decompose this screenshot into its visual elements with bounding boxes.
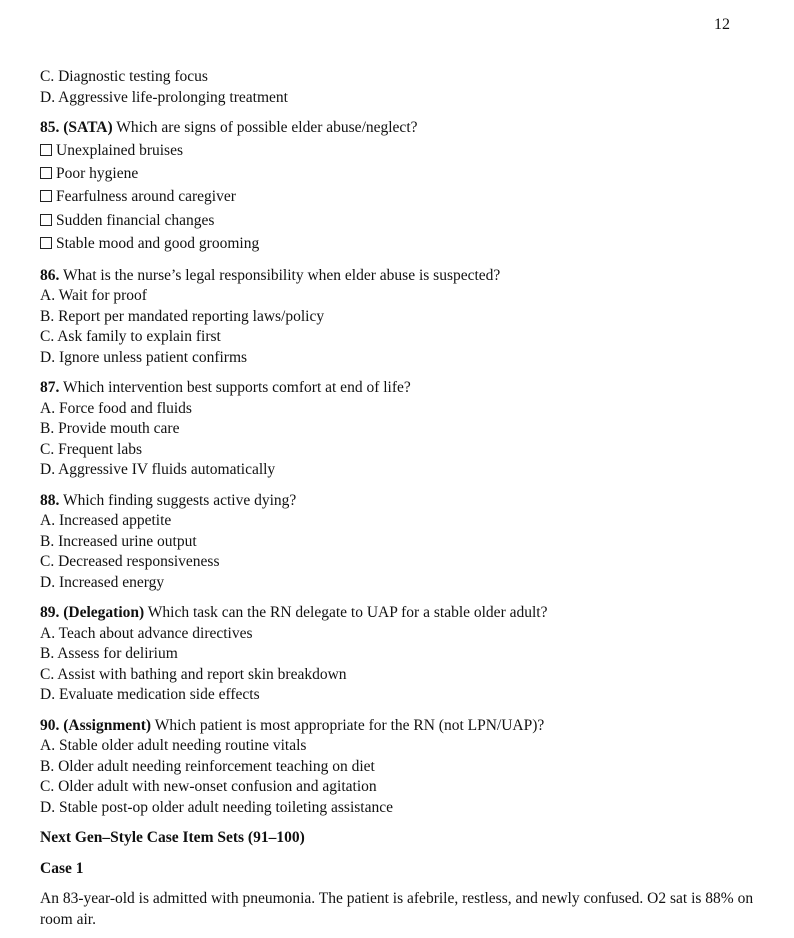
checkbox-option[interactable]: Fearfulness around caregiver — [40, 185, 760, 208]
question-text: Which patient is most appropriate for the RN (not LPN/UAP)? — [151, 716, 545, 734]
question-number: 87. — [40, 379, 60, 397]
option: B. Provide mouth care — [40, 420, 180, 438]
option: D. Evaluate medication side effects — [40, 686, 260, 704]
question-number: 85. — [40, 119, 60, 136]
checkbox-option[interactable]: Unexplained bruises — [40, 139, 760, 162]
question-tag: (Assignment) — [63, 716, 152, 734]
question-90 — [40, 716, 760, 819]
question-stem — [40, 266, 760, 287]
question-89 — [40, 603, 760, 706]
option: A. Increased appetite — [40, 512, 172, 530]
checkbox-option[interactable]: Poor hygiene — [40, 162, 760, 185]
option: B. Increased urine output — [40, 532, 197, 550]
checkbox-icon[interactable] — [40, 237, 52, 249]
checkbox-icon[interactable] — [40, 190, 52, 202]
question-86 — [40, 266, 760, 369]
option: D. Increased energy — [40, 573, 165, 591]
option: A. Wait for proof — [40, 287, 147, 305]
question-tag: (SATA) — [63, 119, 113, 136]
question-88 — [40, 491, 760, 594]
option: A. Teach about advance directives — [40, 624, 253, 642]
checkbox-option[interactable]: Sudden financial changes — [40, 209, 760, 232]
question-number: 89. — [40, 604, 60, 622]
prev-question-options — [40, 67, 760, 108]
checkbox-icon[interactable] — [40, 167, 52, 179]
question-number: 86. — [40, 266, 60, 284]
question-number: 90. — [40, 716, 60, 734]
option: D. Aggressive life-prolonging treatment — [40, 88, 288, 106]
question-text: Which are signs of possible elder abuse/neglect? — [112, 119, 418, 136]
question-text: Which task can the RN delegate to UAP for a stable older adult? — [144, 604, 548, 622]
question-tag: (Delegation) — [63, 604, 145, 622]
question-text: What is the nurse’s legal responsibility when elder abuse is suspected? — [59, 266, 501, 284]
question-stem — [40, 603, 760, 624]
option: C. Assist with bathing and report skin breakdown — [40, 665, 347, 683]
option: B. Older adult needing reinforcement teaching on diet — [40, 757, 375, 775]
option: D. Aggressive IV fluids automatically — [40, 461, 276, 479]
question-text: Which intervention best supports comfort at end of life? — [59, 379, 411, 397]
option: C. Diagnostic testing focus — [40, 68, 208, 85]
question-stem — [40, 716, 760, 737]
document-body — [40, 67, 760, 930]
checkbox-icon[interactable] — [40, 144, 52, 156]
option: D. Stable post-op older adult needing toileting assistance — [40, 798, 393, 816]
option: B. Assess for delirium — [40, 645, 178, 663]
question-text: Which finding suggests active dying? — [59, 491, 297, 509]
question-stem — [40, 491, 760, 512]
option: A. Stable older adult needing routine vitals — [40, 737, 307, 755]
option: C. Frequent labs — [40, 440, 143, 458]
option: C. Decreased responsiveness — [40, 553, 220, 571]
question-85 — [40, 118, 760, 256]
option: D. Ignore unless patient confirms — [40, 348, 248, 366]
question-87 — [40, 378, 760, 481]
checkbox-icon[interactable] — [40, 214, 52, 226]
question-stem — [40, 378, 760, 399]
case-text: An 83-year-old is admitted with pneumonia. The patient is afebrile, restless, and newly confused. O2 sat is 88% on room air. — [40, 890, 754, 928]
section-heading: Next Gen–Style Case Item Sets (91–100) — [40, 829, 305, 847]
option: C. Ask family to explain first — [40, 328, 221, 346]
question-stem — [40, 118, 760, 139]
option: A. Force food and fluids — [40, 399, 192, 417]
case-heading: Case 1 — [40, 859, 84, 877]
checkbox-option[interactable]: Stable mood and good grooming — [40, 232, 760, 255]
option: B. Report per mandated reporting laws/policy — [40, 307, 325, 325]
option: C. Older adult with new-onset confusion and agitation — [40, 778, 377, 796]
question-number: 88. — [40, 491, 60, 509]
page-number: 12 — [714, 16, 730, 33]
